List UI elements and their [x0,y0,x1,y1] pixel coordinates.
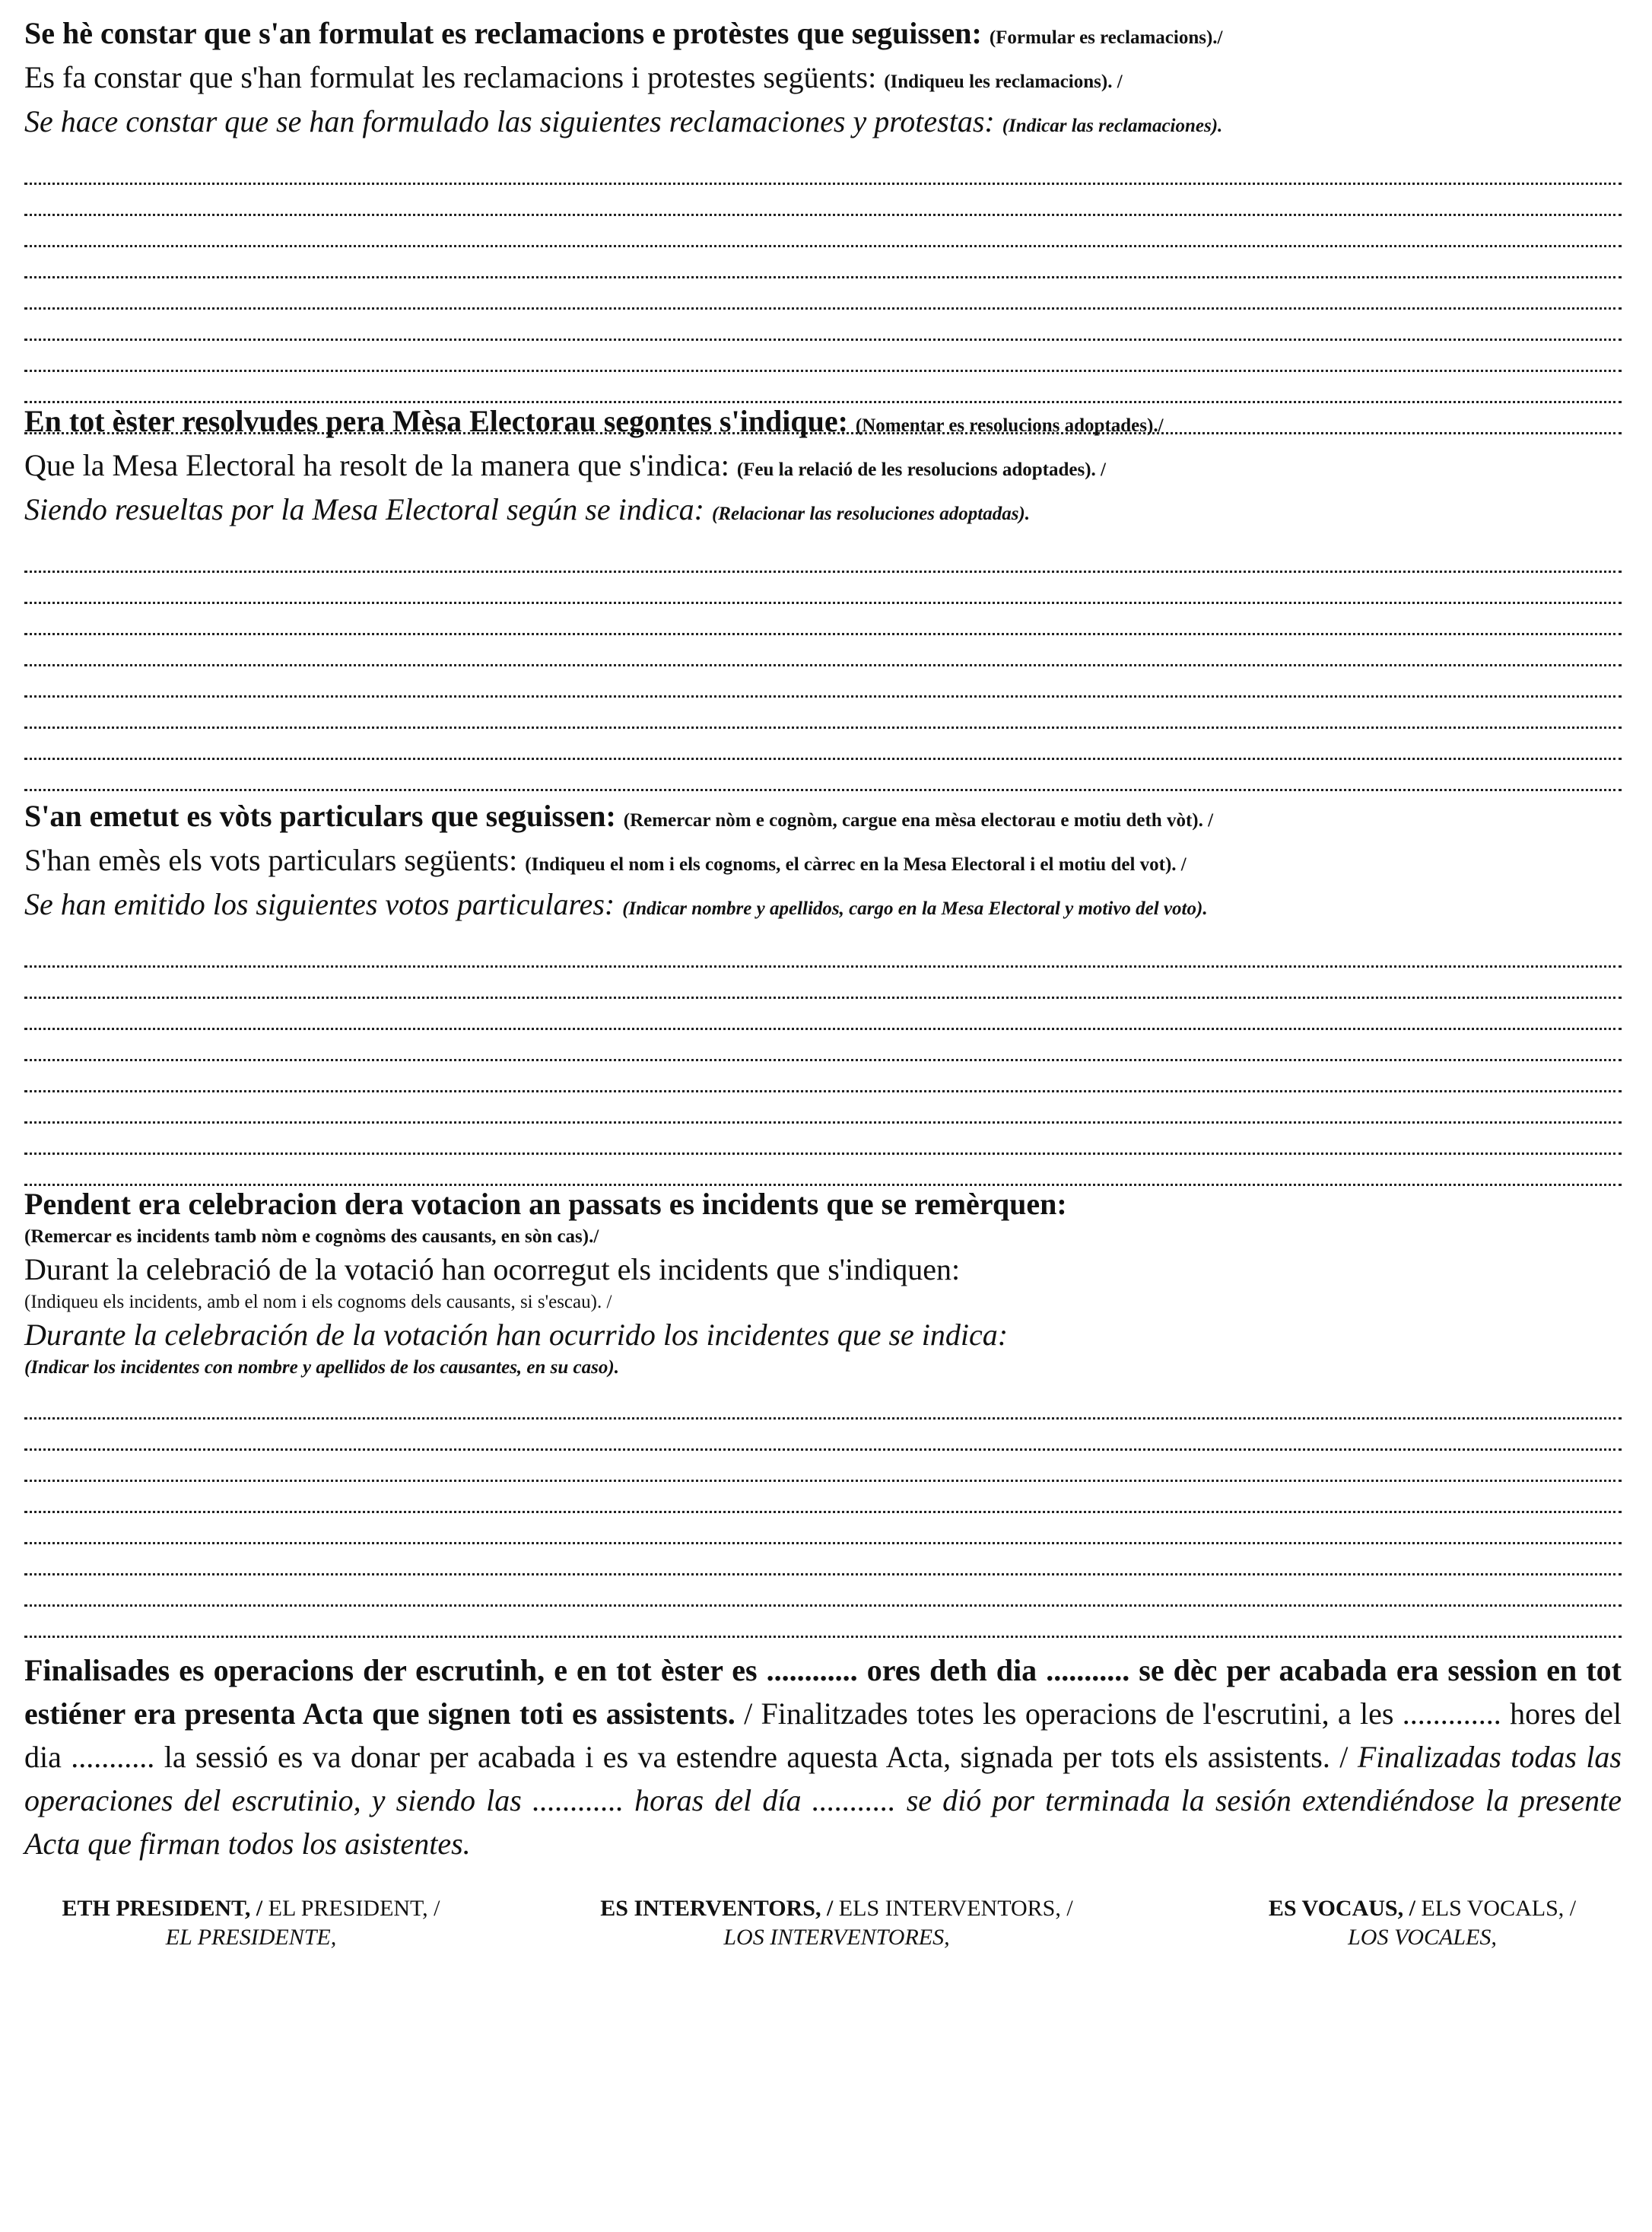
fill-line[interactable] [24,185,1622,216]
signature-vocals-spanish: LOS VOCALES, [1348,1925,1497,1950]
fill-line[interactable] [24,310,1622,341]
reclamations-section [24,14,1622,434]
fill-line[interactable] [24,729,1622,760]
incidents-note-spanish: (Indicar los incidentes con nombre y apellidos de los causantes, en su caso). [24,1357,619,1378]
fill-line[interactable] [24,542,1622,573]
resolutions-heading-spanish: Siendo resueltas por la Mesa Electoral según se indica: (Relacionar las resoluciones adoptadas). [24,492,1031,526]
fill-line[interactable] [24,372,1622,403]
signature-president [23,1894,479,1952]
fill-line[interactable] [24,968,1622,999]
reclamations-fill-lines[interactable] [24,154,1622,434]
particular-votes-section [24,796,1622,1186]
fill-line[interactable] [24,635,1622,666]
fill-line[interactable] [24,1061,1622,1092]
incidents-heading-aranese: Pendent era celebracion dera votacion an passats es incidents que se remèrquen: [24,1187,1067,1221]
fill-line[interactable] [24,760,1622,791]
signature-vocals-aranese: ES VOCAUS, / [1268,1896,1415,1921]
resolutions-section [24,402,1622,791]
fill-line[interactable] [24,154,1622,185]
incidents-fill-lines[interactable] [24,1388,1622,1638]
fill-line[interactable] [24,1030,1622,1061]
signature-vocals-catalan: ELS VOCALS, / [1421,1896,1577,1921]
fill-line[interactable] [24,999,1622,1030]
resolutions-fill-lines[interactable] [24,542,1622,791]
fill-line[interactable] [24,341,1622,372]
fill-line[interactable] [24,698,1622,729]
fill-line[interactable] [24,604,1622,635]
fill-line[interactable] [24,573,1622,604]
fill-line[interactable] [24,278,1622,310]
fill-line[interactable] [24,1451,1622,1482]
fill-line[interactable] [24,1155,1622,1186]
fill-line[interactable] [24,1092,1622,1124]
votes-heading-aranese: S'an emetut es vòts particulars que seguissen: (Remercar nòm e cognòm, cargue ena mèsa electorau e motiu deth vòt). / [24,799,1214,833]
votes-heading-catalan: S'han emès els vots particulars següents: (Indiqueu el nom i els cognoms, el càrrec en la Mesa Electoral i el motiu del vot). / [24,843,1187,877]
signature-interventors-spanish: LOS INTERVENTORES, [723,1925,950,1950]
fill-line[interactable] [24,216,1622,247]
votes-heading-spanish: Se han emitido los siguientes votos particulares: (Indicar nombre y apellidos, cargo en la Mesa Electoral y motivo del voto). [24,887,1208,921]
resolutions-heading-catalan: Que la Mesa Electoral ha resolt de la manera que s'indica: (Feu la relació de les resolucions adoptades). / [24,448,1106,482]
incidents-note-catalan: (Indiqueu els incidents, amb el nom i els cognoms dels causants, si s'escau). / [24,1292,612,1312]
fill-line[interactable] [24,936,1622,968]
reclamations-heading-aranese: Se hè constar que s'an formulat es reclamacions e protèstes que seguissen: (Formular es reclamacions)./ [24,16,1223,50]
closing-spanish: Finalizadas todas las operaciones del escrutinio, y siendo las ............ horas del día ........... se dió por terminada la sesión extendiéndose la presente Acta que firman todos los asistentes. [24,1740,1622,1861]
reclamations-heading-catalan: Es fa constar que s'han formulat les reclamacions i protestes següents: (Indiqueu les reclamacions). / [24,60,1123,94]
signature-president-catalan: EL PRESIDENT, / [268,1896,440,1921]
votes-fill-lines[interactable] [24,936,1622,1186]
fill-line[interactable] [24,1420,1622,1451]
signature-interventors-catalan: ELS INTERVENTORS, / [838,1896,1073,1921]
incidents-heading-spanish: Durante la celebración de la votación han ocurrido los incidentes que se indica: [24,1318,1009,1352]
fill-line[interactable] [24,1575,1622,1607]
incidents-heading-catalan: Durant la celebració de la votació han ocorregut els incidents que s'indiquen: [24,1252,961,1286]
fill-line[interactable] [24,1124,1622,1155]
fill-line[interactable] [24,1544,1622,1575]
fill-line[interactable] [24,247,1622,278]
fill-line[interactable] [24,1482,1622,1513]
closing-paragraph [24,1649,1622,1865]
signature-vocals [1209,1894,1635,1952]
incidents-section [24,1184,1622,1638]
signature-interventors-aranese: ES INTERVENTORS, / [600,1896,834,1921]
resolutions-heading-aranese: En tot èster resolvudes pera Mèsa Electorau segontes s'indique: (Nomentar es resolucions adoptades)./ [24,404,1164,438]
closing-aranese: Finalisades es operacions der escrutinh, e en tot èster es ............ ores deth dia ........... se dèc per acabada era session en tot estiéner era presenta Acta que signen toti es assistents. [24,1653,1622,1731]
signature-president-spanish: EL PRESIDENTE, [165,1925,337,1950]
signature-interventors [563,1894,1110,1952]
fill-line[interactable] [24,1388,1622,1420]
reclamations-heading-spanish: Se hace constar que se han formulado las siguientes reclamaciones y protestas: (Indicar las reclamaciones). [24,104,1223,138]
incidents-note-aranese: (Remercar es incidents tamb nòm e cognòms des causants, en sòn cas)./ [24,1226,599,1247]
signature-president-aranese: ETH PRESIDENT, / [62,1896,263,1921]
fill-line[interactable] [24,1607,1622,1638]
fill-line[interactable] [24,1513,1622,1544]
closing-catalan: / Finalitzades totes les operacions de l'escrutini, a les ............. hores del dia ........... la sessió es va donar per acabada i es va estendre aquesta Acta, signada per tots els assistents. / [24,1696,1622,1774]
fill-line[interactable] [24,666,1622,698]
